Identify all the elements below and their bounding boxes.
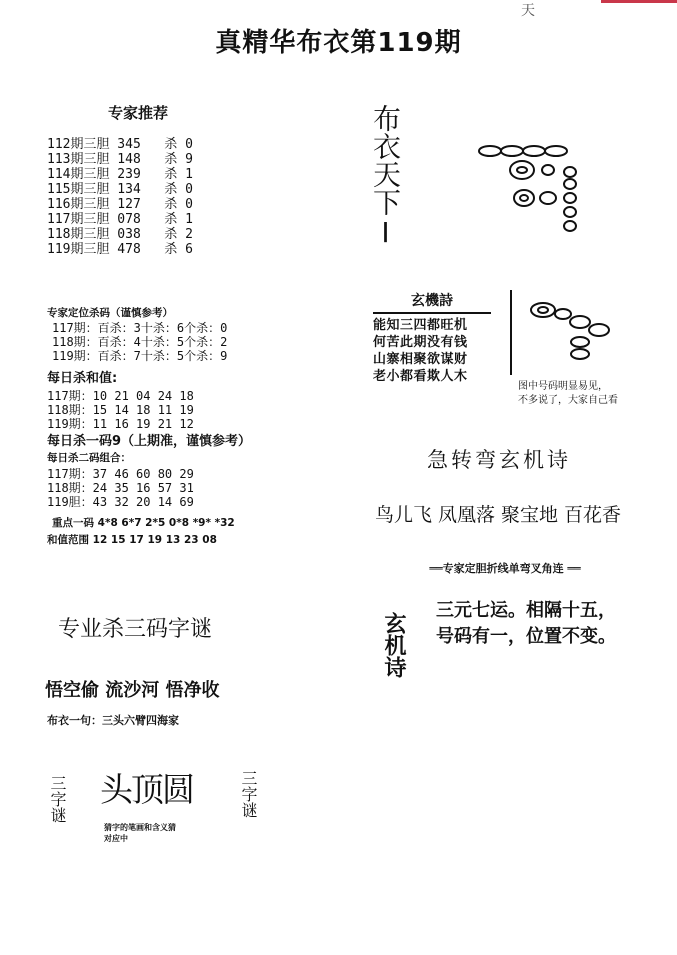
riddle-hint: [104, 822, 176, 844]
kill-two-title: 每日杀二码组合：: [47, 452, 131, 464]
sum-kill-row: 119期：11 16 19 21 12: [47, 417, 194, 432]
kill-two-list: [47, 467, 194, 510]
expert-list: [47, 137, 193, 257]
three-char-riddle-left: 三字谜: [48, 775, 67, 823]
kill-two-row: 119胆：43 32 20 14 69: [47, 495, 194, 510]
coin-diagram-top: [470, 138, 620, 238]
poem-line: 山寨相聚欲谋财: [373, 352, 468, 367]
kill-two-row: 117期：37 46 60 80 29: [47, 467, 194, 481]
xuanji-vertical: 玄机诗: [381, 612, 407, 678]
xuanji-poem: [436, 598, 646, 650]
poem-line: 何苦此期没有钱: [373, 335, 468, 350]
poem-title: 玄機詩: [373, 290, 491, 314]
position-kill-row: 119期：百杀：7十杀：5个杀：9: [52, 349, 228, 364]
corner-accent-bar: [601, 0, 677, 3]
poem-divider: [510, 290, 512, 375]
three-char-riddle-right: 三字谜: [239, 770, 258, 818]
xuanji-poem-line: 三元七运。相隔十五，: [436, 600, 616, 621]
riddle-hint-line: 对应中: [104, 833, 128, 843]
sum-range: 和值范围 12 15 17 19 13 23 08: [47, 534, 217, 546]
buyi-saying: 布衣一句：三头六臂四海家: [47, 714, 179, 727]
expert-row: 118期三胆 038 杀 2: [47, 227, 193, 242]
riddle-poem-heading: 急转弯玄机诗: [427, 448, 571, 472]
xuanji-poem-line: 号码有一，位置不变。: [436, 626, 616, 647]
poem-line: 老小都看欺人木: [373, 369, 468, 384]
expert-row: 119期三胆 478 杀 6: [47, 242, 193, 257]
expert-row: 113期三胆 148 杀 9: [47, 152, 193, 167]
expert-row: 115期三胆 134 杀 0: [47, 182, 193, 197]
sum-kill-title: 每日杀和值:: [47, 371, 118, 386]
big-riddle-text: 头顶圆: [100, 770, 193, 809]
riddle-hint-line: 猜字的笔画和含义猜: [104, 822, 176, 832]
poem-lines: [373, 314, 491, 385]
sum-kill-list: [47, 389, 194, 432]
sum-kill-row: 118期：15 14 18 11 19: [47, 403, 194, 418]
expert-row: 114期三胆 239 杀 1: [47, 167, 193, 182]
corner-glyph: 天: [521, 3, 535, 19]
coin-diagram-middle: [525, 298, 630, 373]
position-kill-row: 118期：百杀：4十杀：5个杀：2: [52, 335, 228, 350]
poem-line: 能知三四都旺机: [373, 318, 468, 333]
sum-kill-row: 117期：10 21 04 24 18: [47, 389, 194, 403]
kill-two-row: 118期：24 35 16 57 31: [47, 481, 194, 496]
expert-row: 117期三胆 078 杀 1: [47, 212, 193, 227]
expert-row: 112期三胆 345 杀 0: [47, 137, 193, 152]
poem-box: [373, 290, 491, 385]
expert-line-subtitle: ══专家定胆折线单弯叉角连 ══: [429, 562, 581, 575]
expert-row: 116期三胆 127 杀 0: [47, 197, 193, 212]
buyi-vertical-heading: 布衣天下I: [369, 104, 402, 249]
image-note: 图中号码明显易见， 不多说了，大家自己看: [518, 381, 618, 406]
kill-one-title: 每日杀一码9（上期准，谨慎参考）: [47, 434, 252, 449]
position-kill-title: 专家定位杀码（谨慎参考）: [47, 307, 173, 319]
riddle-phrases: 鸟儿飞 凤凰落 聚宝地 百花香: [374, 504, 622, 526]
position-kill-row: 117期：百杀：3十杀：6个杀：0: [52, 321, 228, 335]
kill-three-heading: 专业杀三码字谜: [58, 617, 213, 642]
wukong-phrases: 悟空偷 流沙河 悟净收: [45, 680, 220, 701]
page-title: 真精华布衣第119期: [215, 28, 462, 58]
focus-code: 重点一码 4*8 6*7 2*5 0*8 *9* *32: [52, 517, 235, 529]
position-kill-list: [52, 321, 227, 364]
expert-title: 专家推荐: [108, 104, 169, 122]
